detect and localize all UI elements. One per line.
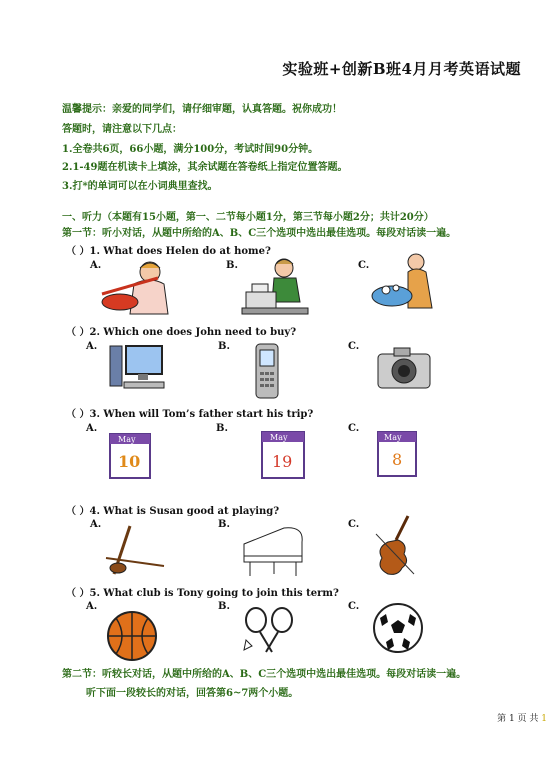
- question-3: （ ）3. When will Tom’s father start his trip?: [66, 409, 314, 420]
- q4-option-a: A.: [90, 519, 102, 530]
- computer-icon: [108, 342, 168, 392]
- page-number: [497, 711, 547, 724]
- q3-option-a: A.: [86, 423, 98, 434]
- q2-option-c: C.: [348, 341, 360, 352]
- q4-option-b: B.: [218, 519, 230, 530]
- soccer-ball-icon: [372, 602, 424, 654]
- q5-option-a: A.: [86, 601, 98, 612]
- question-5: （ ）5. What club is Tony going to join this term?: [66, 588, 339, 599]
- piano-icon: [240, 522, 306, 578]
- q4-option-c: C.: [348, 519, 360, 530]
- calendar-month: May: [270, 433, 288, 442]
- q3-option-b: B.: [216, 423, 228, 434]
- q5-option-c: C.: [348, 601, 360, 612]
- calendar-may-10-icon: [106, 430, 154, 482]
- calendar-day: 8: [392, 450, 403, 469]
- basketball-icon: [106, 610, 158, 662]
- calendar-month: May: [118, 435, 136, 444]
- q5-option-b: B.: [218, 601, 230, 612]
- page-number-text: 第 1 页 共: [497, 714, 539, 724]
- page-number-tail: 1: [541, 714, 547, 724]
- calendar-may-8-icon: [374, 428, 420, 480]
- calendar-day: 19: [272, 452, 293, 471]
- q1-option-b: B.: [226, 260, 238, 271]
- badminton-icon: [240, 606, 298, 656]
- q3-option-c: C.: [348, 423, 360, 434]
- page-title: 实验班+创新B班4月月考英语试题: [282, 60, 521, 78]
- tips-item-3: 3.打*的单词可以在小词典里查找。: [62, 181, 218, 192]
- tips-greeting: 温馨提示：亲爱的同学们，请仔细审题，认真答题。祝你成功！: [62, 104, 342, 115]
- tips-item-2: 2.1-49题在机读卡上填涂，其余试题在答卷纸上指定位置答题。: [62, 162, 348, 173]
- calendar-may-19-icon: [258, 428, 308, 482]
- erhu-icon: [104, 522, 166, 578]
- part2-subheading: 听下面一段较长的对话，回答第6~7两个小题。: [86, 688, 299, 699]
- playing-flute-icon: [98, 258, 182, 316]
- question-1: （ ）1. What does Helen do at home?: [66, 246, 271, 257]
- q1-option-a: A.: [90, 260, 102, 271]
- tips-note: 答题时，请注意以下几点：: [62, 124, 182, 135]
- question-2: （ ）2. Which one does John need to buy?: [66, 327, 297, 338]
- part2-heading: 第二节：听较长对话，从题中所给的A、B、C三个选项中选出最佳选项。每段对话读一遍。: [62, 669, 467, 680]
- q2-option-b: B.: [218, 341, 230, 352]
- calendar-month: May: [384, 433, 402, 442]
- part1-heading: 第一节：听小对话，从题中所给的A、B、C三个选项中选出最佳选项。每段对话读一遍。: [62, 228, 457, 239]
- calendar-day: 10: [118, 452, 141, 471]
- tips-item-1: 1.全卷共6页，66小题，满分100分，考试时间90分钟。: [62, 144, 319, 155]
- q1-option-c: C.: [358, 260, 370, 271]
- q2-option-a: A.: [86, 341, 98, 352]
- section-heading: 一、听力（本题有15小题，第一、二节每小题1分，第三节每小题2分；共计20分）: [62, 212, 434, 223]
- question-4: （ ）4. What is Susan good at playing?: [66, 506, 280, 517]
- camera-icon: [374, 344, 434, 392]
- using-register-icon: [240, 256, 312, 318]
- violin-icon: [372, 514, 418, 580]
- mobile-phone-icon: [252, 342, 282, 400]
- washing-clothes-icon: [370, 252, 440, 310]
